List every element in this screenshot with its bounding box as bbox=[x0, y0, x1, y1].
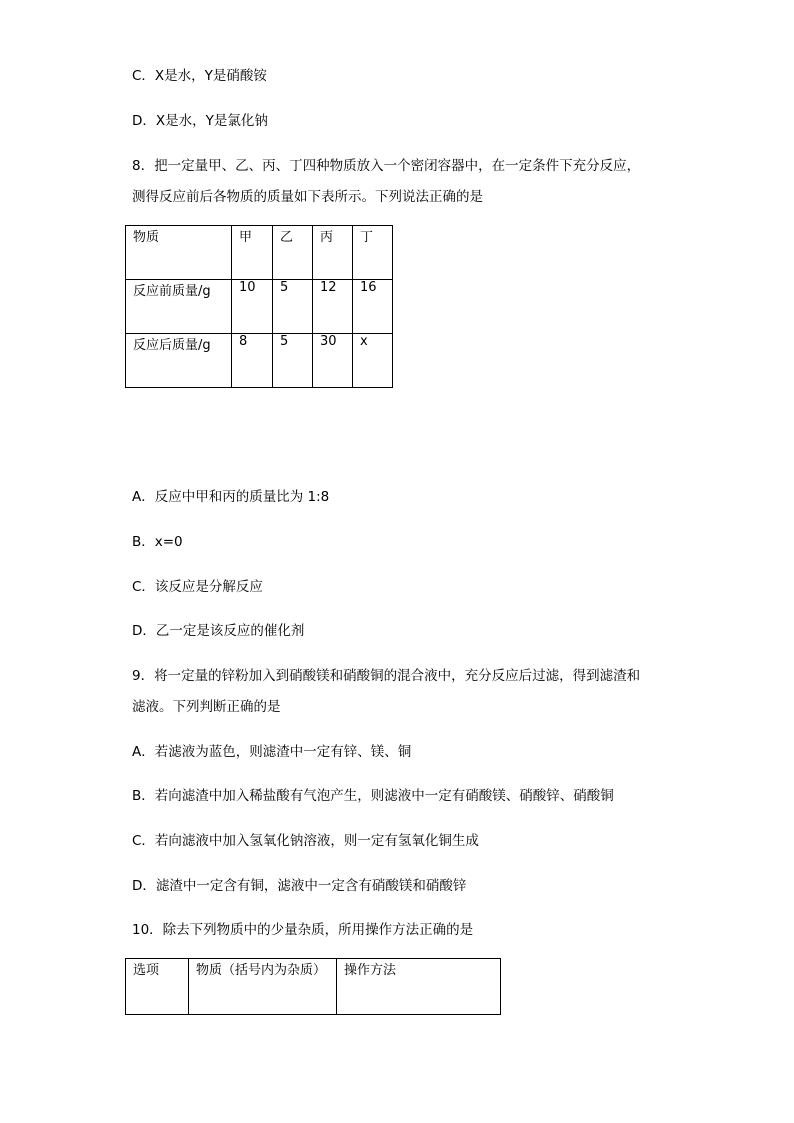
q8-mass-table bbox=[125, 225, 393, 388]
q10-stem: 10．除去下列物质中的少量杂质，所用操作方法正确的是 bbox=[132, 922, 474, 938]
table-header-cell: 物质 bbox=[126, 226, 232, 280]
table-cell: 5 bbox=[273, 334, 313, 388]
table-cell: 10 bbox=[232, 280, 273, 334]
table-header-row bbox=[126, 959, 501, 1015]
q8-option-c: C．该反应是分解反应 bbox=[132, 579, 263, 595]
q9-option-c: C．若向滤液中加入氢氧化钠溶液，则一定有氢氧化铜生成 bbox=[132, 833, 479, 849]
q8-option-d: D．乙一定是该反应的催化剂 bbox=[132, 623, 305, 639]
q9-option-b: B．若向滤渣中加入稀盐酸有气泡产生，则滤液中一定有硝酸镁、硝酸锌、硝酸铜 bbox=[132, 788, 614, 804]
q9-stem-line1: 9．将一定量的锌粉加入到硝酸镁和硝酸铜的混合液中，充分反应后过滤，得到滤渣和 bbox=[132, 668, 641, 684]
table-header-cell: 选项 bbox=[126, 959, 189, 1015]
table-header-row bbox=[126, 226, 393, 280]
table-cell: 30 bbox=[313, 334, 353, 388]
q8-option-a: A．反应中甲和丙的质量比为 1:8 bbox=[132, 489, 330, 505]
q9-option-d: D．滤渣中一定含有铜，滤液中一定含有硝酸镁和硝酸锌 bbox=[132, 878, 467, 894]
q7-option-d: D．X是水，Y是氯化钠 bbox=[132, 113, 268, 129]
q10-options-table bbox=[125, 958, 501, 1015]
table-cell: 12 bbox=[313, 280, 353, 334]
table-header-cell: 乙 bbox=[273, 226, 313, 280]
table-header-cell: 丙 bbox=[313, 226, 353, 280]
table-header-cell: 丁 bbox=[353, 226, 393, 280]
table-cell: 反应前质量/g bbox=[126, 280, 232, 334]
table-cell: 5 bbox=[273, 280, 313, 334]
table-cell: 16 bbox=[353, 280, 393, 334]
table-cell: x bbox=[353, 334, 393, 388]
table-cell: 8 bbox=[232, 334, 273, 388]
q8-option-b: B．x=0 bbox=[132, 534, 183, 550]
table-header-cell: 操作方法 bbox=[337, 959, 501, 1015]
table-header-cell: 物质（括号内为杂质） bbox=[189, 959, 337, 1015]
table-row bbox=[126, 280, 393, 334]
table-row bbox=[126, 334, 393, 388]
q8-stem-line2: 测得反应前后各物质的质量如下表所示。下列说法正确的是 bbox=[132, 189, 483, 205]
q8-stem-line1: 8．把一定量甲、乙、丙、丁四种物质放入一个密闭容器中，在一定条件下充分反应， bbox=[132, 158, 641, 174]
q7-option-c: C．X是水，Y是硝酸铵 bbox=[132, 68, 267, 84]
q9-option-a: A．若滤液为蓝色，则滤渣中一定有锌、镁、铜 bbox=[132, 744, 412, 760]
table-header-cell: 甲 bbox=[232, 226, 273, 280]
table-cell: 反应后质量/g bbox=[126, 334, 232, 388]
q9-stem-line2: 滤液。下列判断正确的是 bbox=[132, 699, 281, 715]
